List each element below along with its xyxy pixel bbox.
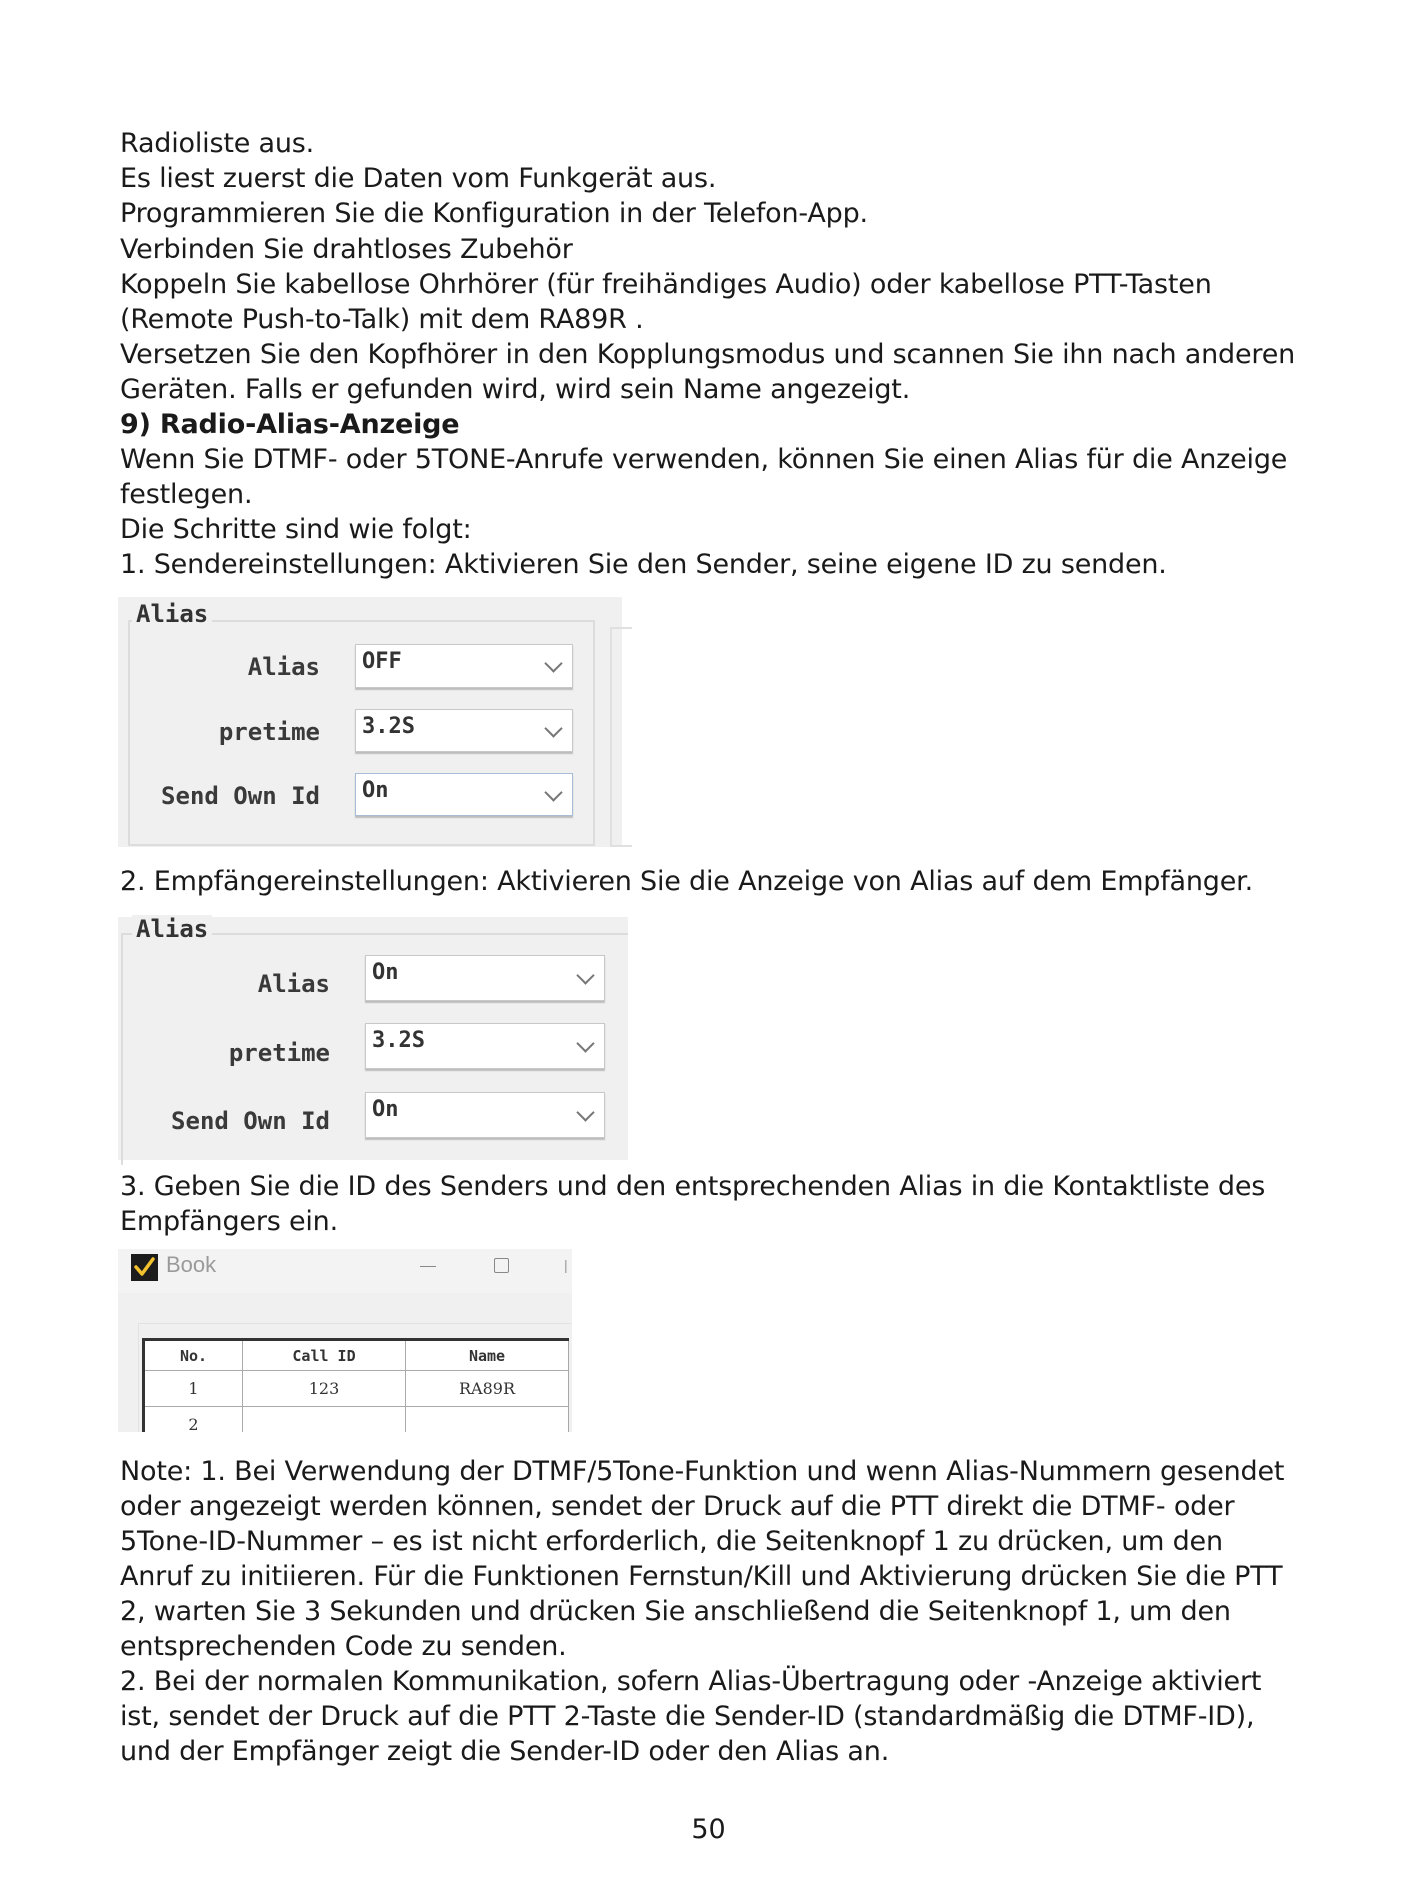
maximize-icon[interactable] — [494, 1258, 509, 1273]
body-text-line: Radioliste aus. — [120, 128, 315, 159]
window-titlebar — [118, 1249, 572, 1293]
alias-dropdown[interactable] — [355, 644, 573, 688]
column-header-name[interactable]: Name — [406, 1340, 569, 1371]
note-text-line: Anruf zu initiieren. Für die Funktionen Fernstun/Kill und Aktivierung drücken Sie die PTT — [120, 1561, 1283, 1592]
sender-alias-panel — [118, 597, 622, 847]
body-text-line: Wenn Sie DTMF- oder 5TONE-Anrufe verwenden, können Sie einen Alias für die Anzeige — [120, 444, 1288, 475]
groupbox-title: Alias — [132, 915, 212, 943]
cell-name[interactable]: RA89R — [406, 1371, 569, 1407]
column-header-no[interactable]: No. — [144, 1340, 243, 1371]
section-heading: 9) Radio-Alias-Anzeige — [120, 409, 460, 440]
step-1-text: 1. Sendereinstellungen: Aktivieren Sie den Sender, seine eigene ID zu senden. — [120, 549, 1167, 580]
note-text-line: 2, warten Sie 3 Sekunden und drücken Sie anschließend die Seitenknopf 1, um den — [120, 1596, 1231, 1627]
send-own-id-dropdown[interactable] — [355, 773, 573, 816]
cell-call-id[interactable] — [243, 1407, 406, 1433]
alias-dropdown-value: OFF — [362, 649, 402, 674]
note-text-line: 2. Bei der normalen Kommunikation, sofern Alias-Übertragung oder -Anzeige aktiviert — [120, 1666, 1262, 1697]
note-text-line: und der Empfänger zeigt die Sender-ID oder den Alias an. — [120, 1736, 890, 1767]
pretime-dropdown-value: 3.2S — [362, 714, 415, 739]
pretime-label: pretime — [218, 718, 320, 746]
alias-dropdown-value: On — [372, 960, 399, 985]
pretime-dropdown-value: 3.2S — [372, 1028, 425, 1053]
alias-label: Alias — [247, 653, 320, 681]
table-header-row — [144, 1340, 569, 1371]
cell-call-id[interactable]: 123 — [243, 1371, 406, 1407]
body-text-line: Geräten. Falls er gefunden wird, wird sein Name angezeigt. — [120, 374, 911, 405]
note-text-line: oder angezeigt werden können, sendet der Druck auf die PTT direkt die DTMF- oder — [120, 1491, 1235, 1522]
groupbox-title: Alias — [132, 600, 212, 628]
cell-no[interactable]: 2 — [144, 1407, 243, 1433]
cell-no[interactable]: 1 — [144, 1371, 243, 1407]
body-text-line: Die Schritte sind wie folgt: — [120, 514, 472, 545]
body-text-line: Koppeln Sie kabellose Ohrhörer (für freihändiges Audio) oder kabellose PTT-Tasten — [120, 269, 1212, 300]
body-text-line: Programmieren Sie die Konfiguration in der Telefon-App. — [120, 198, 868, 229]
chevron-down-icon — [576, 1103, 594, 1121]
page-number: 50 — [691, 1814, 726, 1845]
chevron-down-icon — [576, 1034, 594, 1052]
pretime-label: pretime — [228, 1039, 330, 1067]
minimize-icon[interactable] — [420, 1266, 436, 1267]
send-own-id-label: Send Own Id — [161, 782, 320, 810]
chevron-down-icon — [544, 719, 562, 737]
receiver-alias-panel — [118, 917, 628, 1160]
pretime-dropdown[interactable] — [355, 709, 573, 752]
cell-name[interactable] — [406, 1407, 569, 1433]
step-3-text: 3. Geben Sie die ID des Senders und den entsprechenden Alias in die Kontaktliste des — [120, 1171, 1266, 1202]
contacts-table — [142, 1338, 569, 1432]
note-text-line: entsprechenden Code zu senden. — [120, 1631, 567, 1662]
step-3-text: Empfängers ein. — [120, 1206, 338, 1237]
chevron-down-icon — [576, 966, 594, 984]
adjacent-groupbox — [610, 627, 632, 847]
alias-dropdown[interactable] — [365, 955, 605, 1001]
body-text-line: (Remote Push-to-Talk) mit dem RA89R . — [120, 304, 644, 335]
step-2-text: 2. Empfängereinstellungen: Aktivieren Sie die Anzeige von Alias auf dem Empfänger. — [120, 866, 1253, 897]
note-text-line: 5Tone-ID-Nummer – es ist nicht erforderlich, die Seitenknopf 1 zu drücken, um den — [120, 1526, 1223, 1557]
alias-label: Alias — [257, 970, 330, 998]
body-text-line: Es liest zuerst die Daten vom Funkgerät aus. — [120, 163, 717, 194]
body-text-line: festlegen. — [120, 479, 253, 510]
send-own-id-dropdown-value: On — [362, 778, 389, 803]
chevron-down-icon — [544, 654, 562, 672]
table-row[interactable] — [144, 1371, 569, 1407]
checkmark-app-icon — [131, 1254, 158, 1281]
body-text-line: Verbinden Sie drahtloses Zubehör — [120, 234, 573, 265]
pretime-dropdown[interactable] — [365, 1023, 605, 1069]
body-text-line: Versetzen Sie den Kopfhörer in den Kopplungsmodus und scannen Sie ihn nach anderen — [120, 339, 1296, 370]
send-own-id-dropdown-value: On — [372, 1097, 399, 1122]
book-window — [118, 1249, 572, 1432]
chevron-down-icon — [544, 783, 562, 801]
window-title: Book — [166, 1252, 217, 1277]
note-text-line: ist, sendet der Druck auf die PTT 2-Taste die Sender-ID (standardmäßig die DTMF-ID), — [120, 1701, 1255, 1732]
send-own-id-label: Send Own Id — [171, 1107, 330, 1135]
column-header-call-id[interactable]: Call ID — [243, 1340, 406, 1371]
table-row[interactable] — [144, 1407, 569, 1433]
close-icon[interactable]: | — [564, 1257, 568, 1273]
note-text-line: Note: 1. Bei Verwendung der DTMF/5Tone-Funktion und wenn Alias-Nummern gesendet — [120, 1456, 1285, 1487]
send-own-id-dropdown[interactable] — [365, 1092, 605, 1138]
